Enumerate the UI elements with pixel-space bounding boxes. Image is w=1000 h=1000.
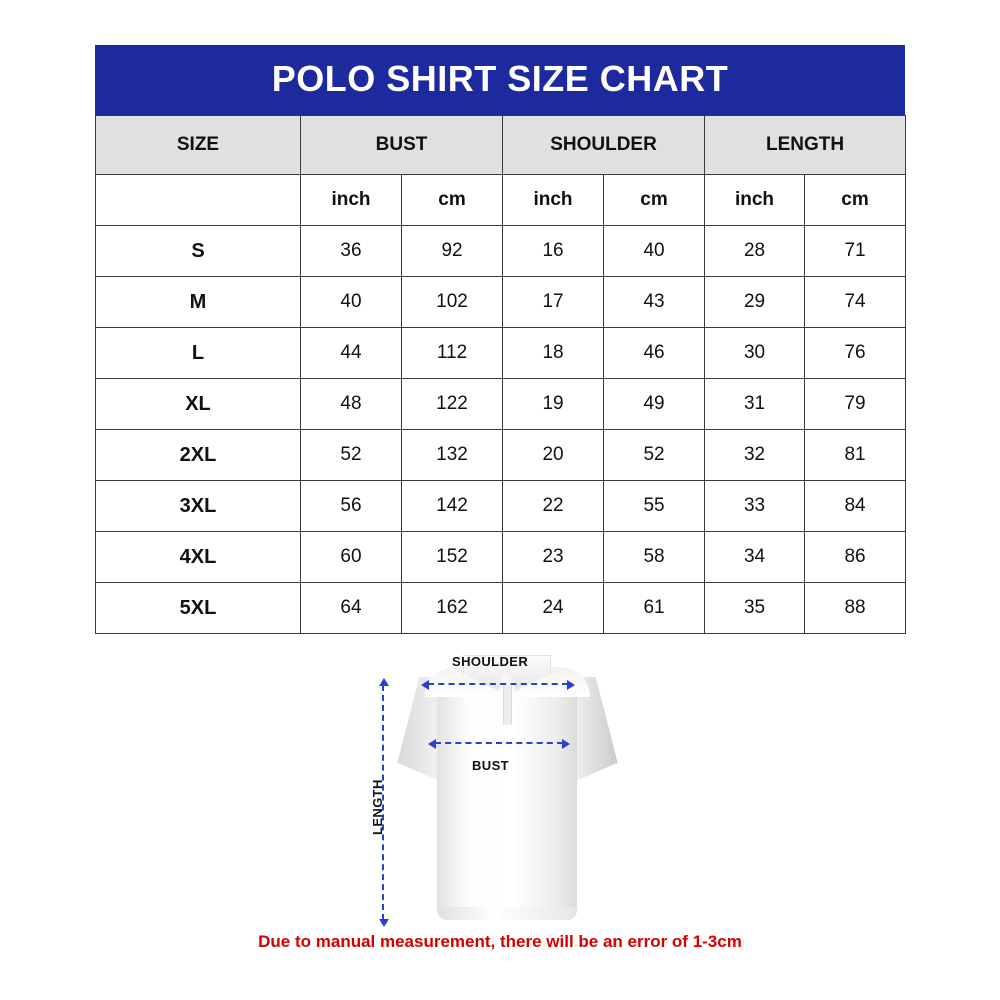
table-row [96, 277, 906, 328]
cell-bust-cm: 132 [402, 430, 503, 481]
cell-length-cm: 74 [805, 277, 906, 328]
cell-size: 5XL [96, 583, 301, 634]
cell-shoulder-inch: 23 [503, 532, 604, 583]
cell-length-inch: 31 [705, 379, 805, 430]
cell-shoulder-inch: 20 [503, 430, 604, 481]
cell-length-inch: 34 [705, 532, 805, 583]
cell-length-inch: 28 [705, 226, 805, 277]
cell-bust-inch: 36 [301, 226, 402, 277]
cell-length-cm: 86 [805, 532, 906, 583]
cell-bust-inch: 44 [301, 328, 402, 379]
table-row [96, 430, 906, 481]
column-header-length: LENGTH [705, 116, 906, 175]
cell-bust-cm: 142 [402, 481, 503, 532]
cell-bust-cm: 92 [402, 226, 503, 277]
shirt-placket [503, 685, 512, 725]
table-row [96, 532, 906, 583]
cell-shoulder-cm: 58 [604, 532, 705, 583]
cell-size: S [96, 226, 301, 277]
shirt-hem [437, 907, 577, 920]
cell-bust-cm: 112 [402, 328, 503, 379]
cell-shoulder-inch: 16 [503, 226, 604, 277]
measurement-note: Due to manual measurement, there will be an error of 1-3cm [258, 932, 742, 951]
cell-length-cm: 84 [805, 481, 906, 532]
table-row [96, 481, 906, 532]
cell-size: 2XL [96, 430, 301, 481]
cell-shoulder-cm: 49 [604, 379, 705, 430]
cell-shoulder-cm: 52 [604, 430, 705, 481]
cell-shoulder-cm: 61 [604, 583, 705, 634]
unit-cell-bust-cm: cm [402, 175, 503, 226]
cell-size: 4XL [96, 532, 301, 583]
cell-length-inch: 30 [705, 328, 805, 379]
cell-shoulder-inch: 18 [503, 328, 604, 379]
column-header-size: SIZE [96, 116, 301, 175]
unit-cell-shoulder-inch: inch [503, 175, 604, 226]
chart-title: POLO SHIRT SIZE CHART [95, 45, 905, 115]
table-unit-row [96, 175, 906, 226]
column-header-shoulder: SHOULDER [503, 116, 705, 175]
cell-bust-inch: 52 [301, 430, 402, 481]
cell-length-inch: 32 [705, 430, 805, 481]
cell-bust-inch: 64 [301, 583, 402, 634]
cell-shoulder-cm: 46 [604, 328, 705, 379]
size-chart-container [95, 45, 905, 634]
unit-cell-shoulder-cm: cm [604, 175, 705, 226]
cell-length-inch: 35 [705, 583, 805, 634]
cell-shoulder-inch: 19 [503, 379, 604, 430]
cell-shoulder-inch: 17 [503, 277, 604, 328]
cell-bust-cm: 162 [402, 583, 503, 634]
column-header-bust: BUST [301, 116, 503, 175]
cell-shoulder-cm: 55 [604, 481, 705, 532]
cell-length-cm: 76 [805, 328, 906, 379]
unit-cell-length-cm: cm [805, 175, 906, 226]
table-row [96, 583, 906, 634]
bust-measure-label: BUST [472, 758, 509, 773]
cell-shoulder-inch: 24 [503, 583, 604, 634]
size-chart-table [95, 115, 906, 634]
unit-cell-blank [96, 175, 301, 226]
table-group-header-row [96, 116, 906, 175]
cell-bust-inch: 56 [301, 481, 402, 532]
table-row [96, 328, 906, 379]
cell-bust-cm: 122 [402, 379, 503, 430]
cell-length-cm: 71 [805, 226, 906, 277]
cell-size: L [96, 328, 301, 379]
measurement-diagram [340, 630, 670, 930]
shoulder-measure-arrow-icon [428, 683, 568, 685]
cell-length-inch: 33 [705, 481, 805, 532]
cell-bust-cm: 102 [402, 277, 503, 328]
cell-length-cm: 81 [805, 430, 906, 481]
cell-bust-inch: 48 [301, 379, 402, 430]
cell-shoulder-cm: 43 [604, 277, 705, 328]
cell-size: XL [96, 379, 301, 430]
cell-bust-inch: 40 [301, 277, 402, 328]
shoulder-measure-label: SHOULDER [452, 654, 529, 669]
cell-shoulder-cm: 40 [604, 226, 705, 277]
cell-shoulder-inch: 22 [503, 481, 604, 532]
unit-cell-bust-inch: inch [301, 175, 402, 226]
cell-size: 3XL [96, 481, 301, 532]
cell-bust-inch: 60 [301, 532, 402, 583]
cell-size: M [96, 277, 301, 328]
cell-length-cm: 88 [805, 583, 906, 634]
cell-length-cm: 79 [805, 379, 906, 430]
cell-bust-cm: 152 [402, 532, 503, 583]
cell-length-inch: 29 [705, 277, 805, 328]
length-measure-label: LENGTH [370, 779, 385, 835]
bust-measure-arrow-icon [435, 742, 563, 744]
unit-cell-length-inch: inch [705, 175, 805, 226]
table-row [96, 226, 906, 277]
table-row [96, 379, 906, 430]
